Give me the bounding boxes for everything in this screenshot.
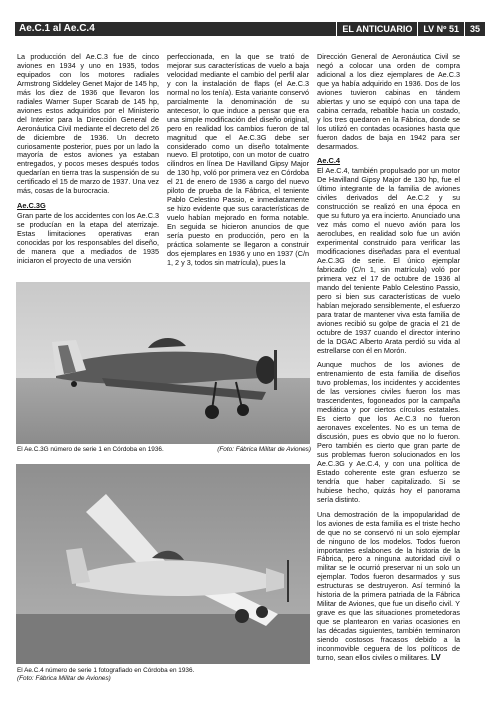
aec4-airplane-image <box>16 464 310 664</box>
subhead-aec4: Ae.C.4 <box>317 156 341 166</box>
caption-1-credit: (Foto: Fábrica Militar de Aviones) <box>217 446 311 453</box>
col1-paragraph-2: Gran parte de los accidentes con los Ae.C.3 se producían en la etapa del aterrizaje. Estas limitaciones operativas eran conocidas por los responsables del diseño, de manera que a mediados de 1935 iniciaron el proyecto de una versión <box>17 211 159 265</box>
caption-2-text: El Ae.C.4 número de serie 1 fotografiado en Córdoba en 1936. <box>17 667 195 674</box>
page-number: 35 <box>464 22 485 36</box>
caption-2 <box>17 667 311 683</box>
column-3 <box>317 53 460 669</box>
page-header <box>15 22 485 36</box>
column-2 <box>167 53 309 274</box>
section-title: Ae.C.1 al Ae.C.4 <box>19 23 95 34</box>
caption-1 <box>17 446 311 454</box>
col3-paragraph-2: El Ae.C.4, también propulsado por un motor De Havilland Gipsy Major de 130 hp, fue el último integrante de la familia de aviones civiles derivados del Ae.C.2 y su construcción se realizó en una época en que su futuro ya era incierto. Anunciado una vez más como el nuevo avión para los aeroclubes, en realidad solo fue un avión experimental construido para verificar las modificaciones diseñadas para el eventual Ae.C.3G de serie. El único ejemplar fabricado (C/n 1, sin matrícula) voló por primera vez el 17 de octubre de 1936 al mando del teniente Pablo Celestino Passio, pero si bien sus características de vuelo habían mejorado sensiblemente, el esfuerzo para tratar de mantener viva esta familia de aviones recibió su golpe de gracia el 21 de octubre de 1937 cuando el director interino de la DGAC Alberto Arata perdió su vida al estrellarse con él en Morón. <box>317 166 460 355</box>
end-mark: LV <box>431 652 441 662</box>
subhead-aec3g: Ae.C.3G <box>17 201 46 211</box>
photo-aec4 <box>16 464 310 664</box>
aec3g-airplane-image <box>16 282 310 444</box>
issue-number: LV Nº 51 <box>417 22 464 36</box>
caption-1-text: El Ae.C.3G número de serie 1 en Córdoba en 1936. <box>17 446 164 453</box>
col2-paragraph-1: perfeccionada, en la que se trató de mejorar sus características de vuelo a baja velocidad mediante el cambio del perfil alar y con la instalación de flaps (el Ae.C.3 normal no los tenía). Esta variante conservó parcialmente la denominación de su antecesor, lo que induce a pensar que era una simple modificación del diseño original, pero en realidad los cambios fueron de tal magnitud que el Ae.C.3G debe ser considerado como un diseño totalmente nuevo. El prototipo, con un motor de cuatro cilindros en línea De Havilland Gipsy Major de 130 hp, voló por primera vez en Córdoba el 21 de enero de 1936 a cargo del nuevo piloto de prueba de la Fábrica, el teniente Pablo Celestino Passio, e inmediatamente se hizo evidente que sus características de vuelo habían mejorado en forma notable. En seguida se hicieron anuncios de que sería puesto en producción, pero en la práctica solamente se llegaron a construir dos ejemplares en 1936 y uno en 1937 (C/n 1, 2 y 3, todos sin matrícula), pues la <box>167 52 309 267</box>
magazine-name: EL ANTICUARIO <box>336 22 417 36</box>
header-right <box>336 22 485 36</box>
photo-aec3g <box>16 282 310 444</box>
col3-paragraph-4-text: Una demostración de la impopularidad de los aviones de esta familia es el triste hecho de que no se conservó ni un solo ejemplar de ninguno de los modelos. Todos fueron importantes eslabones de la historia de la Fábrica, pero a ninguna autoridad civil o militar se le ocurrió preservar ni un solo un ejemplar. Todos fueron desarmados y sus estructuras se destruyeron. Así terminó la historia de la primera patriada de la Fábrica Militar de Aviones, que fue un diseño civil. Y grave es que las situaciones prometedoras que se plantearon en varias ocasiones en las décadas siguientes, también terminaron siendo costosos fracasos debido a la inconmovible ceguera de los políticos de turno, sean ellos civiles o militares. <box>317 509 460 662</box>
column-1 <box>17 53 159 272</box>
col3-paragraph-1: Dirección General de Aeronáutica Civil se negó a colocar una orden de compra adicional a los diez ejemplares de Ae.C.3 que ya había adquirido en 1936. Dos de los aviones tuvieron cabinas en tándem abiertas y uno se equipó con una tapa de cabina cerrada, rebatible hacia un costado, y los tres quedaron en la Fábrica, donde se los utilizó en contadas ocasiones hasta que fueron dados de baja en 1942 para ser desarmados. <box>317 52 460 151</box>
col3-paragraph-3: Aunque muchos de los aviones de entrenamiento de esta familia de diseños tuvo problemas, los incidentes y accidentes de las versiones civiles fueron los mas trascendentes, fogoneados por la campaña mediática y por ciertos círculos estatales. Es cierto que los Ae.C.3 no fueron aeronaves excelentes. No es un tema de discusión, pues es obvio que no lo fueron. Pero también es cierto que gran parte de sus problemas fueron solucionados en los Ae.C.3G y Ae.C.4, y con una política de Estado coherente este gran esfuerzo se tendría que haber capitalizado. Si se hubiese hecho, quizás hoy el panorama sería distinto. <box>317 360 460 504</box>
caption-2-credit: (Foto: Fábrica Militar de Aviones) <box>17 675 111 682</box>
col1-paragraph-1: La producción del Ae.C.3 fue de cinco aviones en 1934 y uno en 1935, todos equipados con los motores radiales Armstrong Siddeley Genet Major de 145 hp, más los diez de 1936 que llevaron los radiales Warner Super Scarab de 145 hp, aviones estos adquiridos por el Ministerio del Interior para la Dirección General de Aeronáutica Civil mediante el decreto del 26 de diciembre de 1936. Un decreto curiosamente posterior, pues por un lado la mayoría de estos aviones ya estaban entregados, y pocos meses después todos quedarían en tierra tras la suspensión de su certificado el 15 de marzo de 1937. Una vez más, cosas de la burocracia. <box>17 52 159 196</box>
col3-paragraph-4 <box>317 511 460 663</box>
